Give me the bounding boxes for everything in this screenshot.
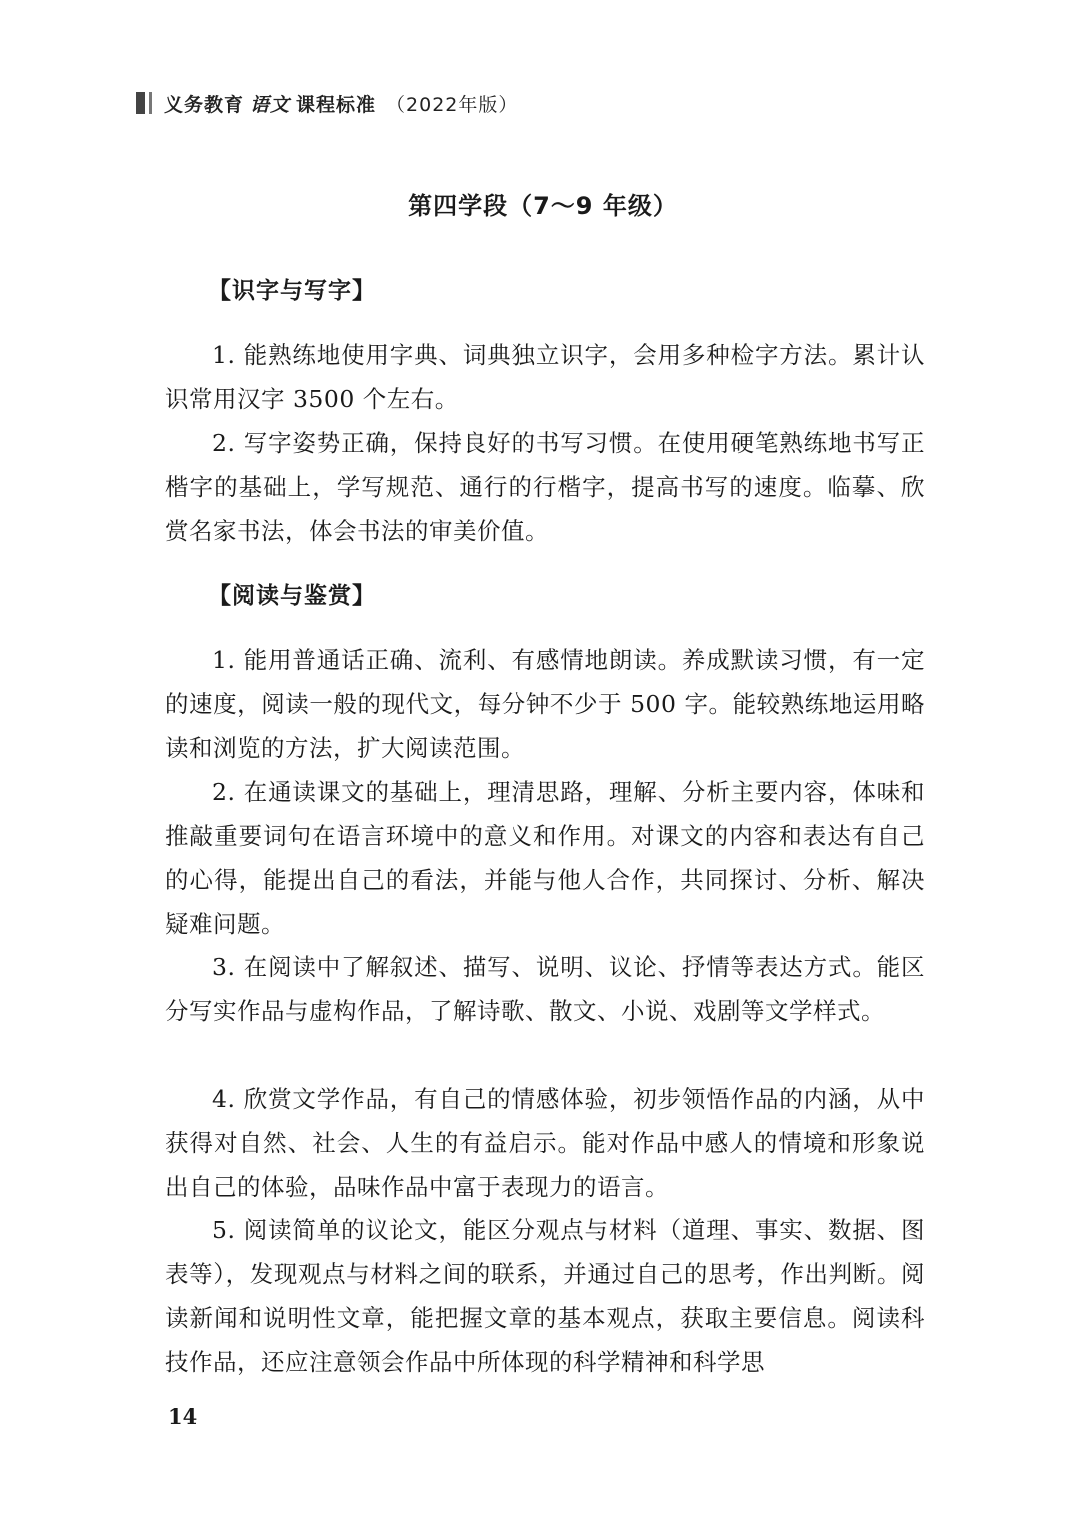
header-title-part1: 义务教育 (164, 93, 245, 116)
reading-item-2: 2. 在通读课文的基础上，理清思路，理解、分析主要内容，体味和推敲重要词句在语言环境中的意义和作用。对课文的内容和表达有自己的心得，能提出自己的看法，并能与他人合作，共同探讨、分析、解决疑难问题。 (165, 778, 925, 938)
header-bars-decoration (136, 92, 152, 114)
header-bar-thin (149, 92, 152, 114)
header-title-part2: 课程标准 (296, 93, 377, 116)
reading-item-3: 3. 在阅读中了解叙述、描写、说明、议论、抒情等表达方式。能区分写实作品与虚构作品，了解诗歌、散文、小说、戏剧等文学样式。 (165, 953, 925, 1025)
header-edition: （2022年版） (386, 93, 519, 116)
subheading-literacy: 【识字与写字】 (208, 278, 376, 304)
reading-item-4: 4. 欣赏文学作品，有自己的情感体验，初步领悟作品的内涵，从中获得对自然、社会、人生的有益启示。能对作品中感人的情境和形象说出自己的体验，品味作品中富于表现力的语言。 (165, 1085, 925, 1201)
header-subject: 语文 (250, 93, 291, 116)
subheading-reading: 【阅读与鉴赏】 (208, 583, 376, 609)
reading-item-5: 5. 阅读简单的议论文，能区分观点与材料（道理、事实、数据、图表等），发现观点与材料之间的联系，并通过自己的思考，作出判断。阅读新闻和说明性文章，能把握文章的基本观点，获取主要信息。阅读科技作品，还应注意领会作品中所体现的科学精神和科学思 (165, 1216, 925, 1376)
literacy-item-1: 1. 能熟练地使用字典、词典独立识字，会用多种检字方法。累计认识常用汉字 3500 个左右。 (165, 341, 925, 413)
header-bar-thick (136, 92, 145, 114)
section-title: 第四学段（7～9 年级） (408, 192, 678, 220)
running-header (136, 88, 518, 118)
literacy-item-2: 2. 写字姿势正确，保持良好的书写习惯。在使用硬笔熟练地书写正楷字的基础上，学写规范、通行的行楷字，提高书写的速度。临摹、欣赏名家书法，体会书法的审美价值。 (165, 429, 925, 545)
reading-item-1: 1. 能用普通话正确、流利、有感情地朗读。养成默读习惯，有一定的速度，阅读一般的现代文，每分钟不少于 500 字。能较熟练地运用略读和浏览的方法，扩大阅读范围。 (165, 646, 925, 762)
page-number: 14 (168, 1404, 198, 1429)
